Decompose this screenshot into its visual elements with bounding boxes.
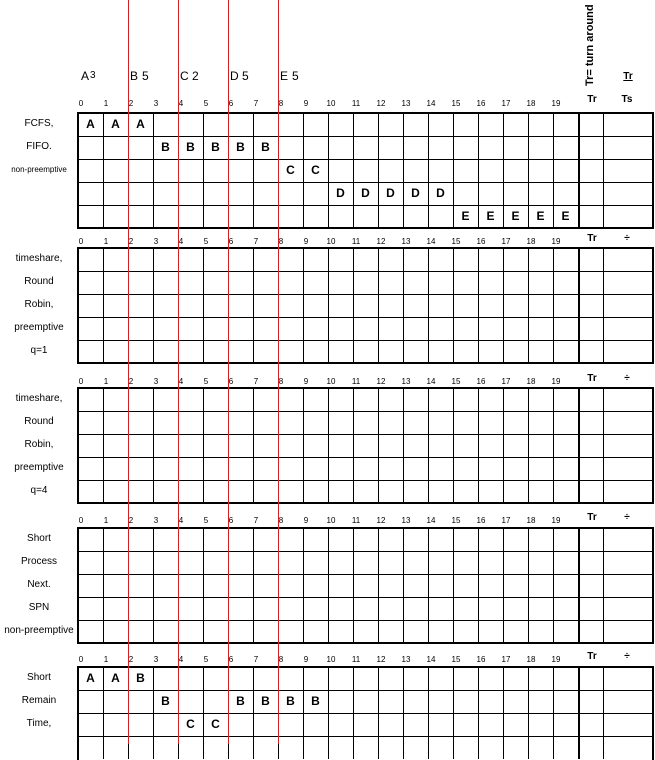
grid-column-line [528,667,529,759]
grid-column-line [328,388,329,503]
grid-column-line [578,248,580,363]
time-tick: 12 [376,99,386,108]
section-label: Remain [21,695,57,706]
process-service-time: 3 [90,70,96,81]
time-tick: 15 [451,516,461,525]
grid-column-line [303,667,304,759]
ratio-column-header: ÷ [624,233,630,244]
grid-column-line [503,667,504,759]
time-tick: 6 [228,516,234,525]
grid-column-line [428,528,429,643]
time-tick: 4 [178,377,184,386]
time-tick: 7 [253,237,259,246]
grid-row-line [78,713,653,714]
grid-column-line [478,388,479,503]
grid-column-line [353,667,354,759]
time-tick: 3 [153,655,159,664]
section-label: Short [27,672,51,683]
schedule-cell[interactable]: C [186,717,195,731]
section-label: FCFS, [24,118,54,129]
grid-column-line [553,388,554,503]
grid-column-line [328,528,329,643]
time-tick: 13 [401,377,411,386]
grid-column-line [353,113,354,228]
tr-column-header: Tr [587,651,597,662]
grid-column-line [553,528,554,643]
grid-column-line [103,388,104,503]
grid-column-line [428,248,429,363]
tr-column-header: Tr [587,512,597,523]
time-tick: 14 [426,377,436,386]
schedule-grid [77,387,654,504]
grid-column-line [403,528,404,643]
grid-column-line [603,388,604,503]
grid-column-line [328,248,329,363]
section-label: Next. [27,579,51,590]
ratio-column-header: ÷ [624,512,630,523]
grid-column-line [503,388,504,503]
grid-column-line [403,248,404,363]
time-tick: 11 [351,516,361,525]
time-tick: 12 [376,516,386,525]
grid-column-line [253,113,254,228]
grid-column-line [253,667,254,759]
time-tick: 17 [501,377,511,386]
process-name: C [180,69,189,83]
time-tick: 8 [278,99,284,108]
process-service-time: 2 [192,69,199,83]
grid-row-line [78,551,653,552]
time-tick: 17 [501,516,511,525]
time-tick: 18 [526,377,536,386]
grid-column-line [403,388,404,503]
grid-column-line [603,667,604,759]
section-label: timeshare, [15,253,63,264]
grid-row-line [78,620,653,621]
time-tick: 18 [526,99,536,108]
time-tick: 2 [128,237,134,246]
time-tick: 13 [401,516,411,525]
time-tick: 16 [476,655,486,664]
time-tick: 2 [128,655,134,664]
schedule-cell[interactable]: B [261,694,270,708]
time-tick: 9 [303,99,309,108]
grid-column-line [303,248,304,363]
schedule-cell[interactable]: A [86,671,95,685]
grid-column-line [503,528,504,643]
grid-column-line [578,388,580,503]
grid-column-line [378,528,379,643]
time-tick: 0 [78,655,84,664]
schedule-cell[interactable]: A [86,117,95,131]
section-label: SPN [28,602,50,613]
time-tick: 1 [103,377,109,386]
time-tick: 10 [326,237,336,246]
time-tick: 2 [128,99,134,108]
time-tick: 0 [78,377,84,386]
schedule-cell[interactable]: B [186,140,195,154]
grid-row-line [78,434,653,435]
grid-column-line [353,528,354,643]
time-tick: 15 [451,99,461,108]
schedule-cell[interactable]: D [361,186,370,200]
grid-column-line [303,528,304,643]
grid-row-line [78,480,653,481]
time-tick: 17 [501,237,511,246]
grid-column-line [453,248,454,363]
grid-column-line [428,388,429,503]
grid-column-line [453,528,454,643]
time-tick: 15 [451,655,461,664]
schedule-cell[interactable]: B [136,671,145,685]
schedule-grid [77,247,654,364]
time-tick: 16 [476,516,486,525]
time-tick: 18 [526,237,536,246]
time-tick: 7 [253,516,259,525]
arrival-marker-line [228,0,229,744]
grid-row-line [78,159,653,160]
time-tick: 19 [551,237,561,246]
time-tick: 5 [203,99,209,108]
schedule-cell[interactable]: B [161,140,170,154]
grid-column-line [603,528,604,643]
ratio-column-header: Ts [621,94,633,105]
grid-row-line [78,690,653,691]
time-tick: 9 [303,377,309,386]
time-tick: 14 [426,237,436,246]
process-name: A [81,69,90,83]
process-service-time: 5 [292,69,299,83]
grid-column-line [153,388,154,503]
grid-row-line [78,597,653,598]
process-name: B [130,69,139,83]
time-tick: 17 [501,655,511,664]
time-tick: 5 [203,377,209,386]
time-tick: 19 [551,655,561,664]
time-tick: 14 [426,655,436,664]
time-tick: 9 [303,237,309,246]
schedule-cell[interactable]: E [561,209,570,223]
grid-column-line [428,113,429,228]
time-tick: 11 [351,99,361,108]
grid-column-line [553,667,554,759]
grid-column-line [528,248,529,363]
section-label: Robin, [24,439,54,450]
time-tick: 16 [476,237,486,246]
time-tick: 4 [178,655,184,664]
tr-column-header: Tr [587,94,597,105]
time-tick: 2 [128,516,134,525]
time-tick: 10 [326,516,336,525]
schedule-cell[interactable]: B [261,140,270,154]
grid-column-line [253,528,254,643]
section-label: Time, [26,718,52,729]
grid-row-line [78,182,653,183]
grid-row-line [78,317,653,318]
section-label: non-preemptive [11,165,67,174]
section-label: preemptive [14,462,64,473]
time-tick: 1 [103,237,109,246]
tr-column-header: Tr [587,373,597,384]
time-tick: 19 [551,516,561,525]
time-tick: 6 [228,237,234,246]
ratio-column-header: ÷ [624,651,630,662]
time-tick: 6 [228,655,234,664]
section-label: FIFO. [26,141,52,152]
grid-column-line [603,248,604,363]
grid-column-line [303,388,304,503]
grid-column-line [203,667,204,759]
time-tick: 4 [178,237,184,246]
section-label: q=4 [30,485,48,496]
time-tick: 6 [228,99,234,108]
time-tick: 10 [326,377,336,386]
grid-column-line [203,388,204,503]
time-tick: 14 [426,516,436,525]
section-label: q=1 [30,345,48,356]
process-name: E [280,69,289,83]
grid-column-line [453,388,454,503]
time-tick: 12 [376,655,386,664]
time-tick: 4 [178,516,184,525]
schedule-cell[interactable]: B [286,694,295,708]
time-tick: 17 [501,99,511,108]
grid-column-line [353,388,354,503]
grid-column-line [578,667,580,759]
schedule-cell[interactable]: C [286,163,295,177]
time-tick: 3 [153,99,159,108]
process-service-time: 5 [142,69,149,83]
grid-column-line [153,667,154,759]
time-tick: 5 [203,516,209,525]
section-label: Process [20,556,58,567]
grid-column-line [153,113,154,228]
turnaround-header: Tr= turn around [584,4,596,86]
time-tick: 6 [228,377,234,386]
time-tick: 16 [476,377,486,386]
schedule-cell[interactable]: C [311,163,320,177]
section-label: timeshare, [15,393,63,404]
grid-column-line [253,388,254,503]
grid-column-line [103,248,104,363]
grid-column-line [478,248,479,363]
time-tick: 3 [153,516,159,525]
time-tick: 7 [253,99,259,108]
time-tick: 8 [278,516,284,525]
grid-column-line [403,113,404,228]
time-tick: 5 [203,237,209,246]
grid-column-line [603,113,604,228]
time-tick: 13 [401,99,411,108]
time-tick: 13 [401,237,411,246]
time-tick: 19 [551,377,561,386]
arrival-marker-line [178,0,179,744]
grid-column-line [503,248,504,363]
time-tick: 12 [376,377,386,386]
grid-column-line [378,388,379,503]
time-tick: 0 [78,99,84,108]
grid-column-line [378,667,379,759]
grid-column-line [478,667,479,759]
arrival-marker-line [128,0,129,744]
schedule-cell[interactable]: E [511,209,520,223]
time-tick: 3 [153,237,159,246]
grid-column-line [553,248,554,363]
grid-column-line [578,113,580,228]
schedule-cell[interactable]: B [236,694,245,708]
arrival-marker-line [278,0,279,744]
time-tick: 9 [303,516,309,525]
grid-row-line [78,411,653,412]
grid-column-line [203,248,204,363]
time-tick: 10 [326,655,336,664]
time-tick: 11 [351,237,361,246]
time-tick: 10 [326,99,336,108]
schedule-cell[interactable]: D [436,186,445,200]
grid-column-line [103,528,104,643]
schedule-grid [77,527,654,644]
schedule-cell[interactable]: E [461,209,470,223]
grid-column-line [253,248,254,363]
grid-column-line [153,528,154,643]
schedule-cell[interactable]: C [211,717,220,731]
schedule-cell[interactable]: A [111,671,120,685]
grid-row-line [78,457,653,458]
time-tick: 0 [78,516,84,525]
schedule-cell[interactable]: A [111,117,120,131]
section-label: Short [27,533,51,544]
section-label: Round [24,276,54,287]
grid-row-line [78,736,653,737]
schedule-cell[interactable]: D [386,186,395,200]
time-tick: 7 [253,377,259,386]
schedule-cell[interactable]: B [236,140,245,154]
time-tick: 18 [526,516,536,525]
time-tick: 7 [253,655,259,664]
schedule-cell[interactable]: B [211,140,220,154]
time-tick: 11 [351,655,361,664]
process-name: D [230,69,239,83]
grid-column-line [203,528,204,643]
grid-column-line [578,528,580,643]
time-tick: 19 [551,99,561,108]
grid-row-line [78,271,653,272]
schedule-cell[interactable]: A [136,117,145,131]
grid-row-line [78,205,653,206]
schedule-cell[interactable]: B [161,694,170,708]
tr-column-header: Tr [587,233,597,244]
grid-row-line [78,294,653,295]
grid-column-line [528,388,529,503]
process-service-time: 5 [242,69,249,83]
time-tick: 3 [153,377,159,386]
schedule-cell[interactable]: D [411,186,420,200]
time-tick: 16 [476,99,486,108]
time-tick: 2 [128,377,134,386]
time-tick: 14 [426,99,436,108]
schedule-cell[interactable]: E [486,209,495,223]
grid-row-line [78,574,653,575]
grid-column-line [453,667,454,759]
time-tick: 9 [303,655,309,664]
ratio-column-header: ÷ [624,373,630,384]
grid-column-line [203,113,204,228]
grid-column-line [328,113,329,228]
grid-column-line [353,248,354,363]
grid-column-line [153,248,154,363]
time-tick: 1 [103,655,109,664]
time-tick: 8 [278,655,284,664]
time-tick: 15 [451,237,461,246]
time-tick: 12 [376,237,386,246]
grid-column-line [328,667,329,759]
section-label: Round [24,416,54,427]
time-tick: 4 [178,99,184,108]
time-tick: 8 [278,237,284,246]
time-tick: 11 [351,377,361,386]
time-tick: 0 [78,237,84,246]
time-tick: 18 [526,655,536,664]
grid-column-line [378,248,379,363]
grid-column-line [403,667,404,759]
time-tick: 5 [203,655,209,664]
section-label: Robin, [24,299,54,310]
grid-column-line [378,113,379,228]
grid-column-line [528,528,529,643]
grid-column-line [478,528,479,643]
tr-over-ts-header: Tr [623,71,633,82]
time-tick: 1 [103,516,109,525]
time-tick: 1 [103,99,109,108]
grid-row-line [78,340,653,341]
time-tick: 8 [278,377,284,386]
schedule-cell[interactable]: E [536,209,545,223]
section-label: preemptive [14,322,64,333]
grid-column-line [428,667,429,759]
schedule-cell[interactable]: D [336,186,345,200]
grid-row-line [78,136,653,137]
time-tick: 15 [451,377,461,386]
time-tick: 13 [401,655,411,664]
schedule-cell[interactable]: B [311,694,320,708]
section-label: non-preemptive [4,625,74,636]
